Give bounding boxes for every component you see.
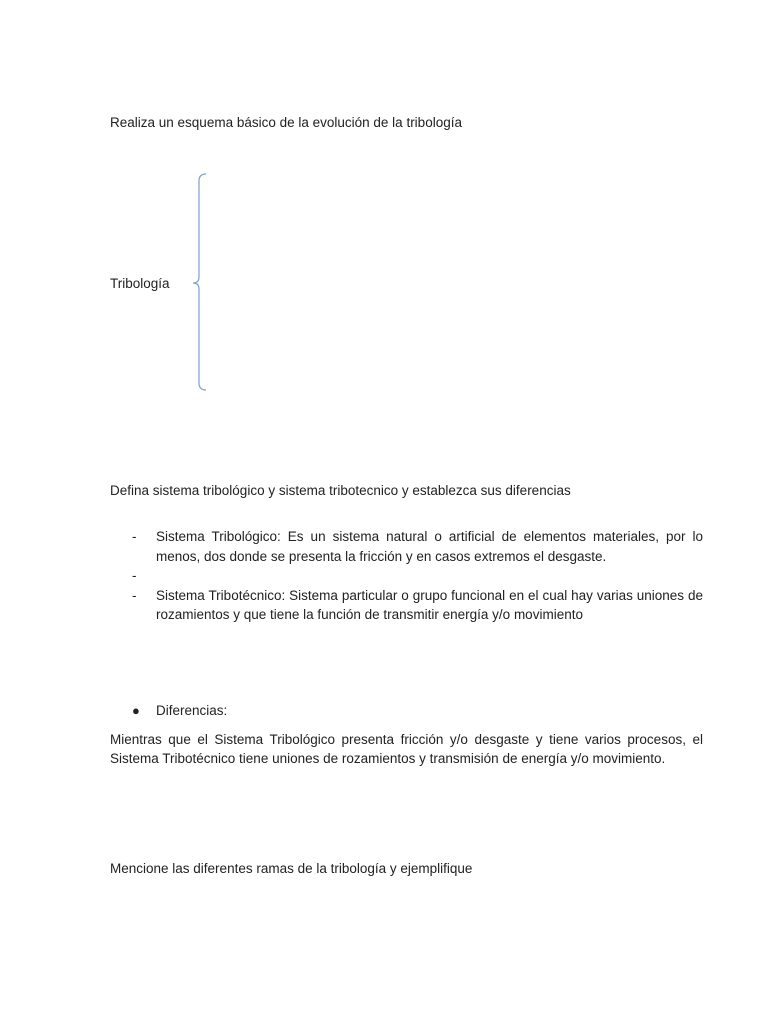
list-item bbox=[110, 527, 703, 566]
definition-tribologico: Sistema Tribológico: Es un sistema natural o artificial de elementos materiales, por lo menos, dos donde se presenta la fricción y en casos extremos el desgaste. bbox=[156, 529, 703, 564]
list-item bbox=[110, 586, 703, 625]
list-item bbox=[110, 566, 703, 586]
differences-label: Diferencias: bbox=[156, 703, 228, 718]
question-tribological-systems: Defina sistema tribológico y sistema tribotecnico y establezca sus diferencias bbox=[110, 483, 571, 498]
instruction-heading: Realiza un esquema básico de la evolución de la tribología bbox=[110, 115, 462, 130]
differences-bullet bbox=[110, 702, 227, 720]
curly-brace-bracket bbox=[186, 168, 216, 396]
question-tribology-branches: Mencione las diferentes ramas de la tribología y ejemplifique bbox=[110, 861, 473, 876]
definitions-dash-list bbox=[110, 527, 703, 625]
dash-marker: - bbox=[132, 587, 137, 603]
definition-tribotecnico: Sistema Tribotécnico: Sistema particular o grupo funcional en el cual hay varias uniones de rozamientos y que tiene la función de transmitir energía y/o movimiento bbox=[156, 587, 703, 622]
tribologia-label: Tribología bbox=[110, 276, 170, 291]
dash-marker: - bbox=[132, 529, 137, 544]
bullet-dot-icon: ● bbox=[132, 703, 140, 718]
differences-paragraph: Mientras que el Sistema Tribológico presenta fricción y/o desgaste y tiene varios procesos, el Sistema Tribotécnico tiene uniones de rozamientos y transmisión de energía y/o movimiento. bbox=[110, 732, 703, 766]
brace-stroke bbox=[193, 174, 206, 390]
dash-marker: - bbox=[132, 568, 137, 583]
